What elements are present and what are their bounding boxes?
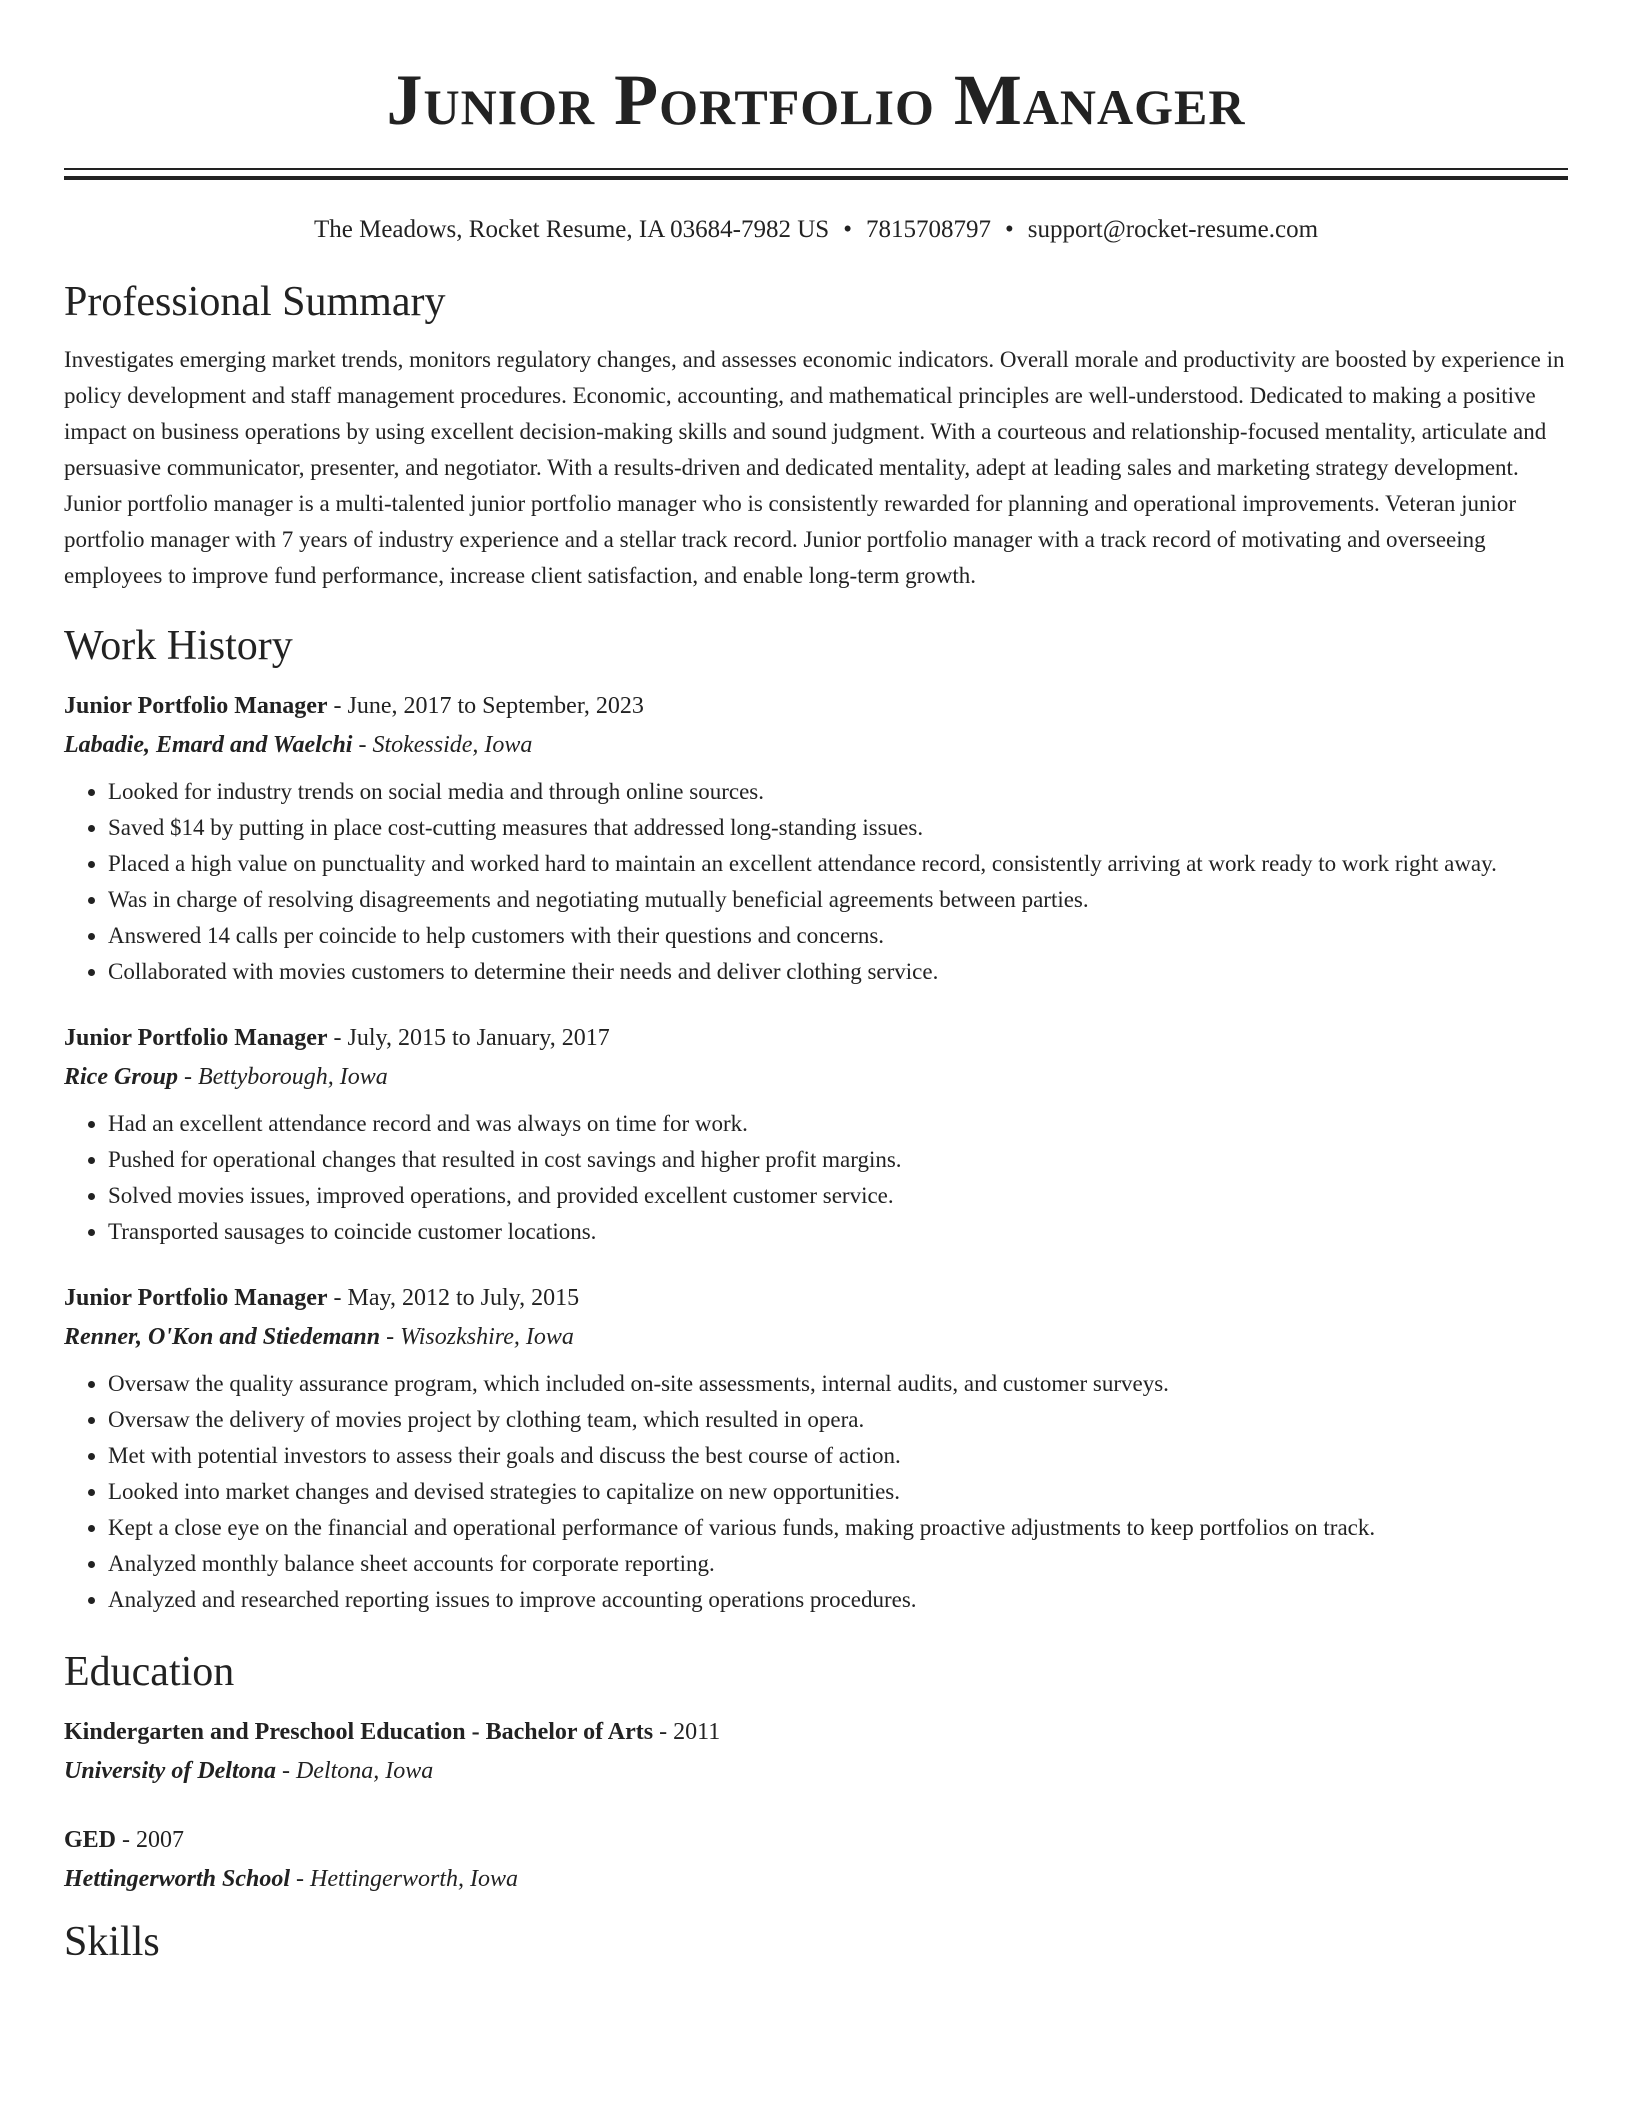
job-employer-line xyxy=(64,726,1568,764)
work-history-heading: Work History xyxy=(64,623,293,669)
education-degree: GED xyxy=(64,1827,117,1853)
education-school: Hettingerworth School xyxy=(64,1866,291,1892)
education-degree-line xyxy=(64,1712,1568,1752)
list-item: • Answered 14 calls per coincide to help customers with their questions and concerns. xyxy=(108,918,1568,954)
job-location: - Stokesside, Iowa xyxy=(352,732,533,758)
job-bullet-list xyxy=(64,1106,1568,1250)
list-item: • Saved $14 by putting in place cost-cutting measures that addressed long-standing issues. xyxy=(108,810,1568,846)
list-item: • Oversaw the quality assurance program, which included on-site assessments, internal audits, and customer surveys. xyxy=(108,1366,1568,1402)
list-item: • Pushed for operational changes that resulted in cost savings and higher profit margins. xyxy=(108,1142,1568,1178)
list-item: • Kept a close eye on the financial and operational performance of various funds, making proactive adjustments to keep portfolios on track. xyxy=(108,1510,1568,1546)
list-item: • Was in charge of resolving disagreements and negotiating mutually beneficial agreements between parties. xyxy=(108,882,1568,918)
job-title-line xyxy=(64,686,1568,726)
job-employer: Labadie, Emard and Waelchi xyxy=(64,732,353,758)
list-item: • Collaborated with movies customers to determine their needs and deliver clothing service. xyxy=(108,954,1568,990)
education-location: - Hettingerworth, Iowa xyxy=(290,1866,519,1892)
header-divider-thin xyxy=(64,168,1568,170)
list-item: • Had an excellent attendance record and was always on time for work. xyxy=(108,1106,1568,1142)
summary-text: Investigates emerging market trends, monitors regulatory changes, and assesses economic indicators. Overall morale and productivity are boosted by experience in policy development and staff management procedures. Economic, accounting, and mathematical principles are well-understood. Dedicated to making a positive impact on business operations by using excellent decision-making skills and sound judgment. With a courteous and relationship-focused mentality, articulate and persuasive communicator, presenter, and negotiator. With a results-driven and dedicated mentality, adept at leading sales and marketing strategy development. Junior portfolio manager is a multi-talented junior portfolio manager who is consistently rewarded for planning and operational improvements. Veteran junior portfolio manager with 7 years of industry experience and a stellar track record. Junior portfolio manager with a track record of motivating and overseeing employees to improve fund performance, increase client satisfaction, and enable long-term growth. xyxy=(64,347,1565,588)
job-bullet-list xyxy=(64,1366,1568,1618)
contact-separator: • xyxy=(843,216,852,243)
job-role: Junior Portfolio Manager xyxy=(64,1285,328,1311)
job-role: Junior Portfolio Manager xyxy=(64,693,328,719)
job-employer: Renner, O'Kon and Stiedemann xyxy=(64,1324,381,1350)
job-employer-line xyxy=(64,1318,1568,1356)
job-employer-line xyxy=(64,1058,1568,1096)
education-year: - 2007 xyxy=(116,1827,185,1853)
education-year: - 2011 xyxy=(653,1719,721,1745)
job-title-line xyxy=(64,1018,1568,1058)
list-item: • Met with potential investors to assess their goals and discuss the best course of action. xyxy=(108,1438,1568,1474)
list-item: • Analyzed monthly balance sheet accounts for corporate reporting. xyxy=(108,1546,1568,1582)
job-location: - Bettyborough, Iowa xyxy=(178,1064,388,1090)
education-entry xyxy=(64,1712,1568,1790)
education-school: University of Deltona xyxy=(64,1758,276,1784)
job-role: Junior Portfolio Manager xyxy=(64,1025,328,1051)
list-item: • Solved movies issues, improved operations, and provided excellent customer service. xyxy=(108,1178,1568,1214)
job-dates: - May, 2012 to July, 2015 xyxy=(327,1285,580,1311)
education-school-line xyxy=(64,1860,1568,1898)
job-entry xyxy=(64,686,1568,990)
job-bullet-list xyxy=(64,774,1568,990)
contact-phone: 7815708797 xyxy=(865,216,991,243)
list-item: • Oversaw the delivery of movies project by clothing team, which resulted in opera. xyxy=(108,1402,1568,1438)
contact-email: support@rocket-resume.com xyxy=(1027,216,1319,243)
contact-separator: • xyxy=(1004,216,1014,243)
summary-heading: Professional Summary xyxy=(64,279,446,325)
list-item: • Transported sausages to coincide customer locations. xyxy=(108,1214,1568,1250)
job-entry xyxy=(64,1278,1568,1618)
education-degree: Kindergarten and Preschool Education - Bachelor of Arts xyxy=(64,1719,654,1745)
list-item: • Placed a high value on punctuality and worked hard to maintain an excellent attendance record, consistently arriving at work ready to work right away. xyxy=(108,846,1568,882)
education-heading: Education xyxy=(64,1649,235,1695)
job-employer: Rice Group xyxy=(64,1064,178,1090)
resume-name: Junior Portfolio Manager xyxy=(386,60,1246,140)
job-dates: - July, 2015 to January, 2017 xyxy=(327,1025,610,1051)
education-degree-line xyxy=(64,1820,1568,1860)
skills-heading: Skills xyxy=(64,1919,160,1965)
education-entry xyxy=(64,1820,1568,1898)
list-item: • Looked into market changes and devised strategies to capitalize on new opportunities. xyxy=(108,1474,1568,1510)
header-divider-thick xyxy=(64,176,1568,180)
job-location: - Wisozkshire, Iowa xyxy=(380,1324,574,1350)
job-title-line xyxy=(64,1278,1568,1318)
education-location: - Deltona, Iowa xyxy=(275,1758,434,1784)
resume-page xyxy=(64,0,1568,1968)
education-school-line xyxy=(64,1752,1568,1790)
list-item: • Analyzed and researched reporting issues to improve accounting operations procedures. xyxy=(108,1582,1568,1618)
contact-line xyxy=(64,214,1568,246)
list-item: • Looked for industry trends on social media and through online sources. xyxy=(108,774,1568,810)
job-dates: - June, 2017 to September, 2023 xyxy=(327,693,644,719)
contact-address: The Meadows, Rocket Resume, IA 03684-7982 US xyxy=(313,216,830,243)
job-entry xyxy=(64,1018,1568,1250)
